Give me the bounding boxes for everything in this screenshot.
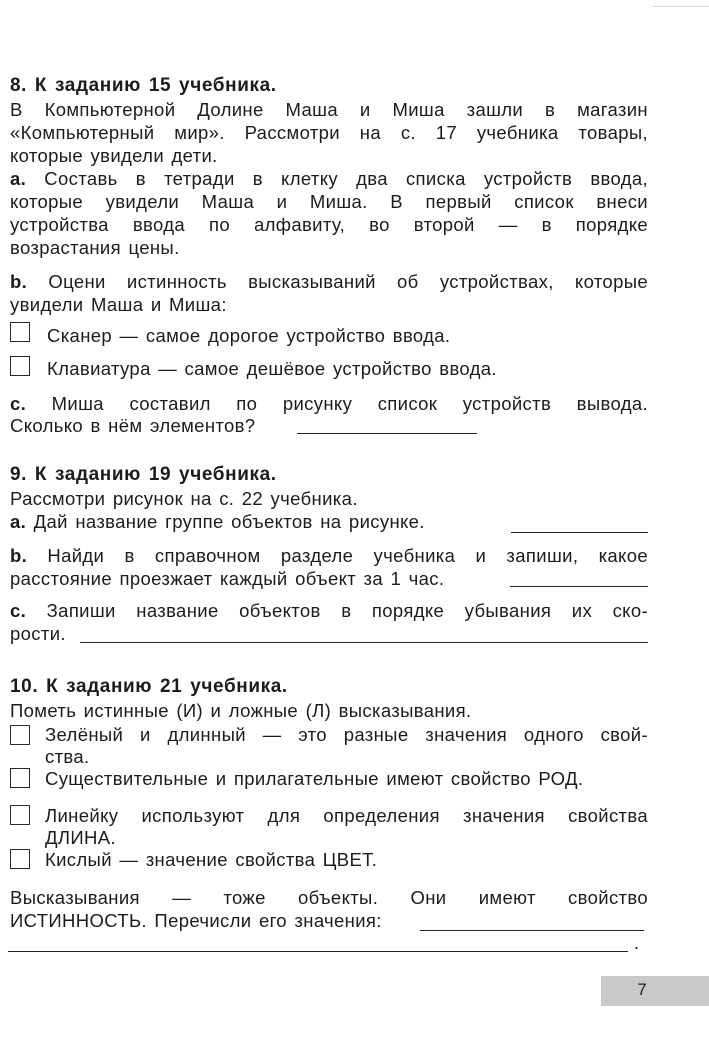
task8-c-line-1: [10, 393, 648, 415]
task8-c-label: c.: [10, 393, 27, 414]
task10-outro-line-2: ИСТИННОСТЬ. Перечисли его значения:: [10, 910, 382, 931]
task8-a-line-1: [10, 168, 648, 190]
task8-b-line-2: увидели Маша и Миша:: [10, 294, 227, 315]
task9-b-label: b.: [10, 545, 28, 566]
answer-checkbox[interactable]: [10, 322, 30, 342]
task9-c-label: c.: [10, 600, 27, 621]
task9-b-text-1: Найди в справочном разделе учебника и запиши, какое: [27, 545, 648, 566]
task8-a-label: a.: [10, 168, 27, 189]
answer-blank[interactable]: [420, 930, 644, 931]
task8-statement-1: Сканер — самое дорогое устройство ввода.: [47, 325, 451, 346]
end-dot: .: [634, 933, 640, 953]
task9-intro: Рассмотри рисунок на с. 22 учебника.: [10, 488, 358, 509]
task8-b-line-1: [10, 271, 648, 293]
task9-c-line-2: рости.: [10, 623, 66, 644]
task9-heading: 9. К заданию 19 учебника.: [10, 464, 277, 485]
task8-statement-2: Клавиатура — самое дешёвое устройство ввода.: [47, 358, 497, 379]
page-number-bar: [601, 976, 709, 1006]
task9-c-line-1: [10, 600, 648, 622]
task10-statement-3-line-1: Линейку используют для определения значения свойства: [45, 805, 648, 826]
answer-checkbox[interactable]: [10, 725, 30, 745]
page-number: 7: [637, 980, 647, 999]
answer-blank[interactable]: [511, 532, 648, 533]
task8-c-text-1: Миша составил по рисунку список устройств вывода.: [26, 393, 648, 414]
task9-c-text-1: Запиши название объектов в порядке убывания их ско-: [26, 600, 648, 621]
task8-a-line-3: устройства ввода по алфавиту, во второй — в порядке: [10, 214, 648, 235]
answer-blank[interactable]: [8, 951, 628, 952]
task8-intro-line-1: В Компьютерной Долине Маша и Миша зашли в магазин: [10, 99, 648, 120]
answer-blank[interactable]: [297, 433, 477, 434]
answer-blank[interactable]: [80, 642, 648, 643]
top-edge-line: [652, 6, 709, 7]
answer-checkbox[interactable]: [10, 768, 30, 788]
task10-heading: 10. К заданию 21 учебника.: [10, 676, 288, 697]
task9-a-label: a.: [10, 511, 27, 532]
answer-checkbox[interactable]: [10, 356, 30, 376]
answer-checkbox[interactable]: [10, 805, 30, 825]
task10-statement-1-line-1: Зелёный и длинный — это разные значения одного свой-: [45, 724, 648, 745]
task8-c-line-2: Сколько в нём элементов?: [10, 415, 256, 436]
task10-intro: Пометь истинные (И) и ложные (Л) высказывания.: [10, 700, 472, 721]
task8-a-text-1: Составь в тетради в клетку два списка устройств ввода,: [26, 168, 648, 189]
task9-b-line-2: расстояние проезжает каждый объект за 1 час.: [10, 568, 445, 589]
task10-statement-3-line-2: ДЛИНА.: [45, 827, 116, 848]
task10-statement-4: Кислый — значение свойства ЦВЕТ.: [45, 849, 378, 870]
task8-b-label: b.: [10, 271, 28, 292]
task9-a-line: [10, 511, 425, 533]
task10-outro-line-1: Высказывания — тоже объекты. Они имеют свойство: [10, 887, 648, 908]
task9-a-text: Дай название группе объектов на рисунке.: [26, 511, 425, 532]
task8-intro-line-2: «Компьютерный мир». Рассмотри на с. 17 учебника товары,: [10, 122, 648, 143]
answer-blank[interactable]: [510, 586, 648, 587]
task10-statement-1-line-2: ства.: [45, 746, 90, 767]
answer-checkbox[interactable]: [10, 849, 30, 869]
task8-intro-line-3: которые увидели дети.: [10, 145, 218, 166]
task8-a-line-4: возрастания цены.: [10, 237, 180, 258]
task8-b-text-1: Оцени истинность высказываний об устройствах, которые: [27, 271, 648, 292]
task8-heading: 8. К заданию 15 учебника.: [10, 75, 277, 96]
task9-b-line-1: [10, 545, 648, 567]
task10-statement-2: Существительные и прилагательные имеют свойство РОД.: [45, 768, 584, 789]
task8-a-line-2: которые увидели Маша и Миша. В первый список внеси: [10, 191, 648, 212]
